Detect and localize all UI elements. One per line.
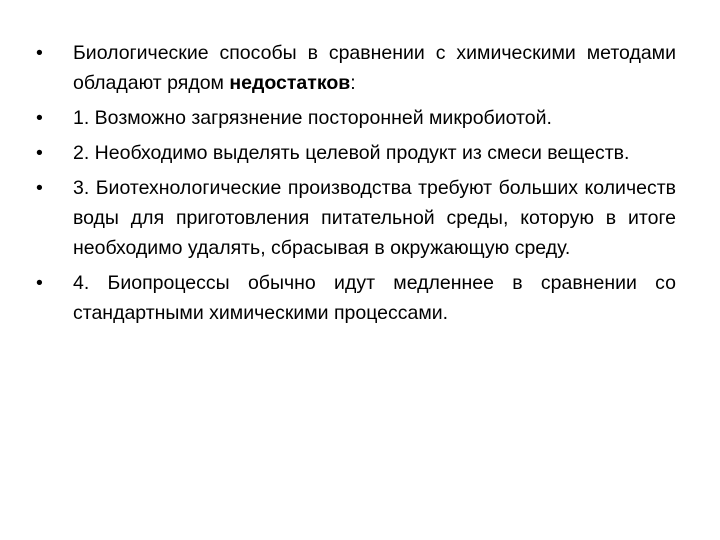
- bullet-item-2: [36, 138, 676, 168]
- bullet-dot-icon: •: [36, 142, 43, 164]
- bullet-text-1: 1. Возможно загрязнение посторонней микробиотой.: [73, 107, 552, 129]
- bullet-item-4: [36, 268, 676, 328]
- bullet-list: [36, 38, 676, 333]
- bullet-dot-icon: •: [36, 177, 43, 199]
- bullet-text-4: 4. Биопроцессы обычно идут медленнее в сравнении со стандартными химическими процессами.: [73, 272, 676, 324]
- bullet-item-1: [36, 103, 676, 133]
- bullet-dot-icon: •: [36, 42, 43, 64]
- bullet-item-3: [36, 173, 676, 263]
- bullet-item-intro: [36, 38, 676, 98]
- bullet-dot-icon: •: [36, 107, 43, 129]
- bullet-text-3: 3. Биотехнологические производства требуют больших количеств воды для приготовления питательной среды, которую в итоге необходимо удалять, сбрасывая в окружающую среду.: [73, 177, 676, 259]
- intro-suffix: :: [350, 72, 356, 94]
- bullet-text-2: 2. Необходимо выделять целевой продукт из смеси веществ.: [73, 142, 630, 164]
- intro-text: Биологические способы в сравнении с химическими методами обладают рядом: [73, 42, 676, 94]
- intro-bold-word: недостатков: [229, 72, 351, 94]
- bullet-dot-icon: •: [36, 272, 43, 294]
